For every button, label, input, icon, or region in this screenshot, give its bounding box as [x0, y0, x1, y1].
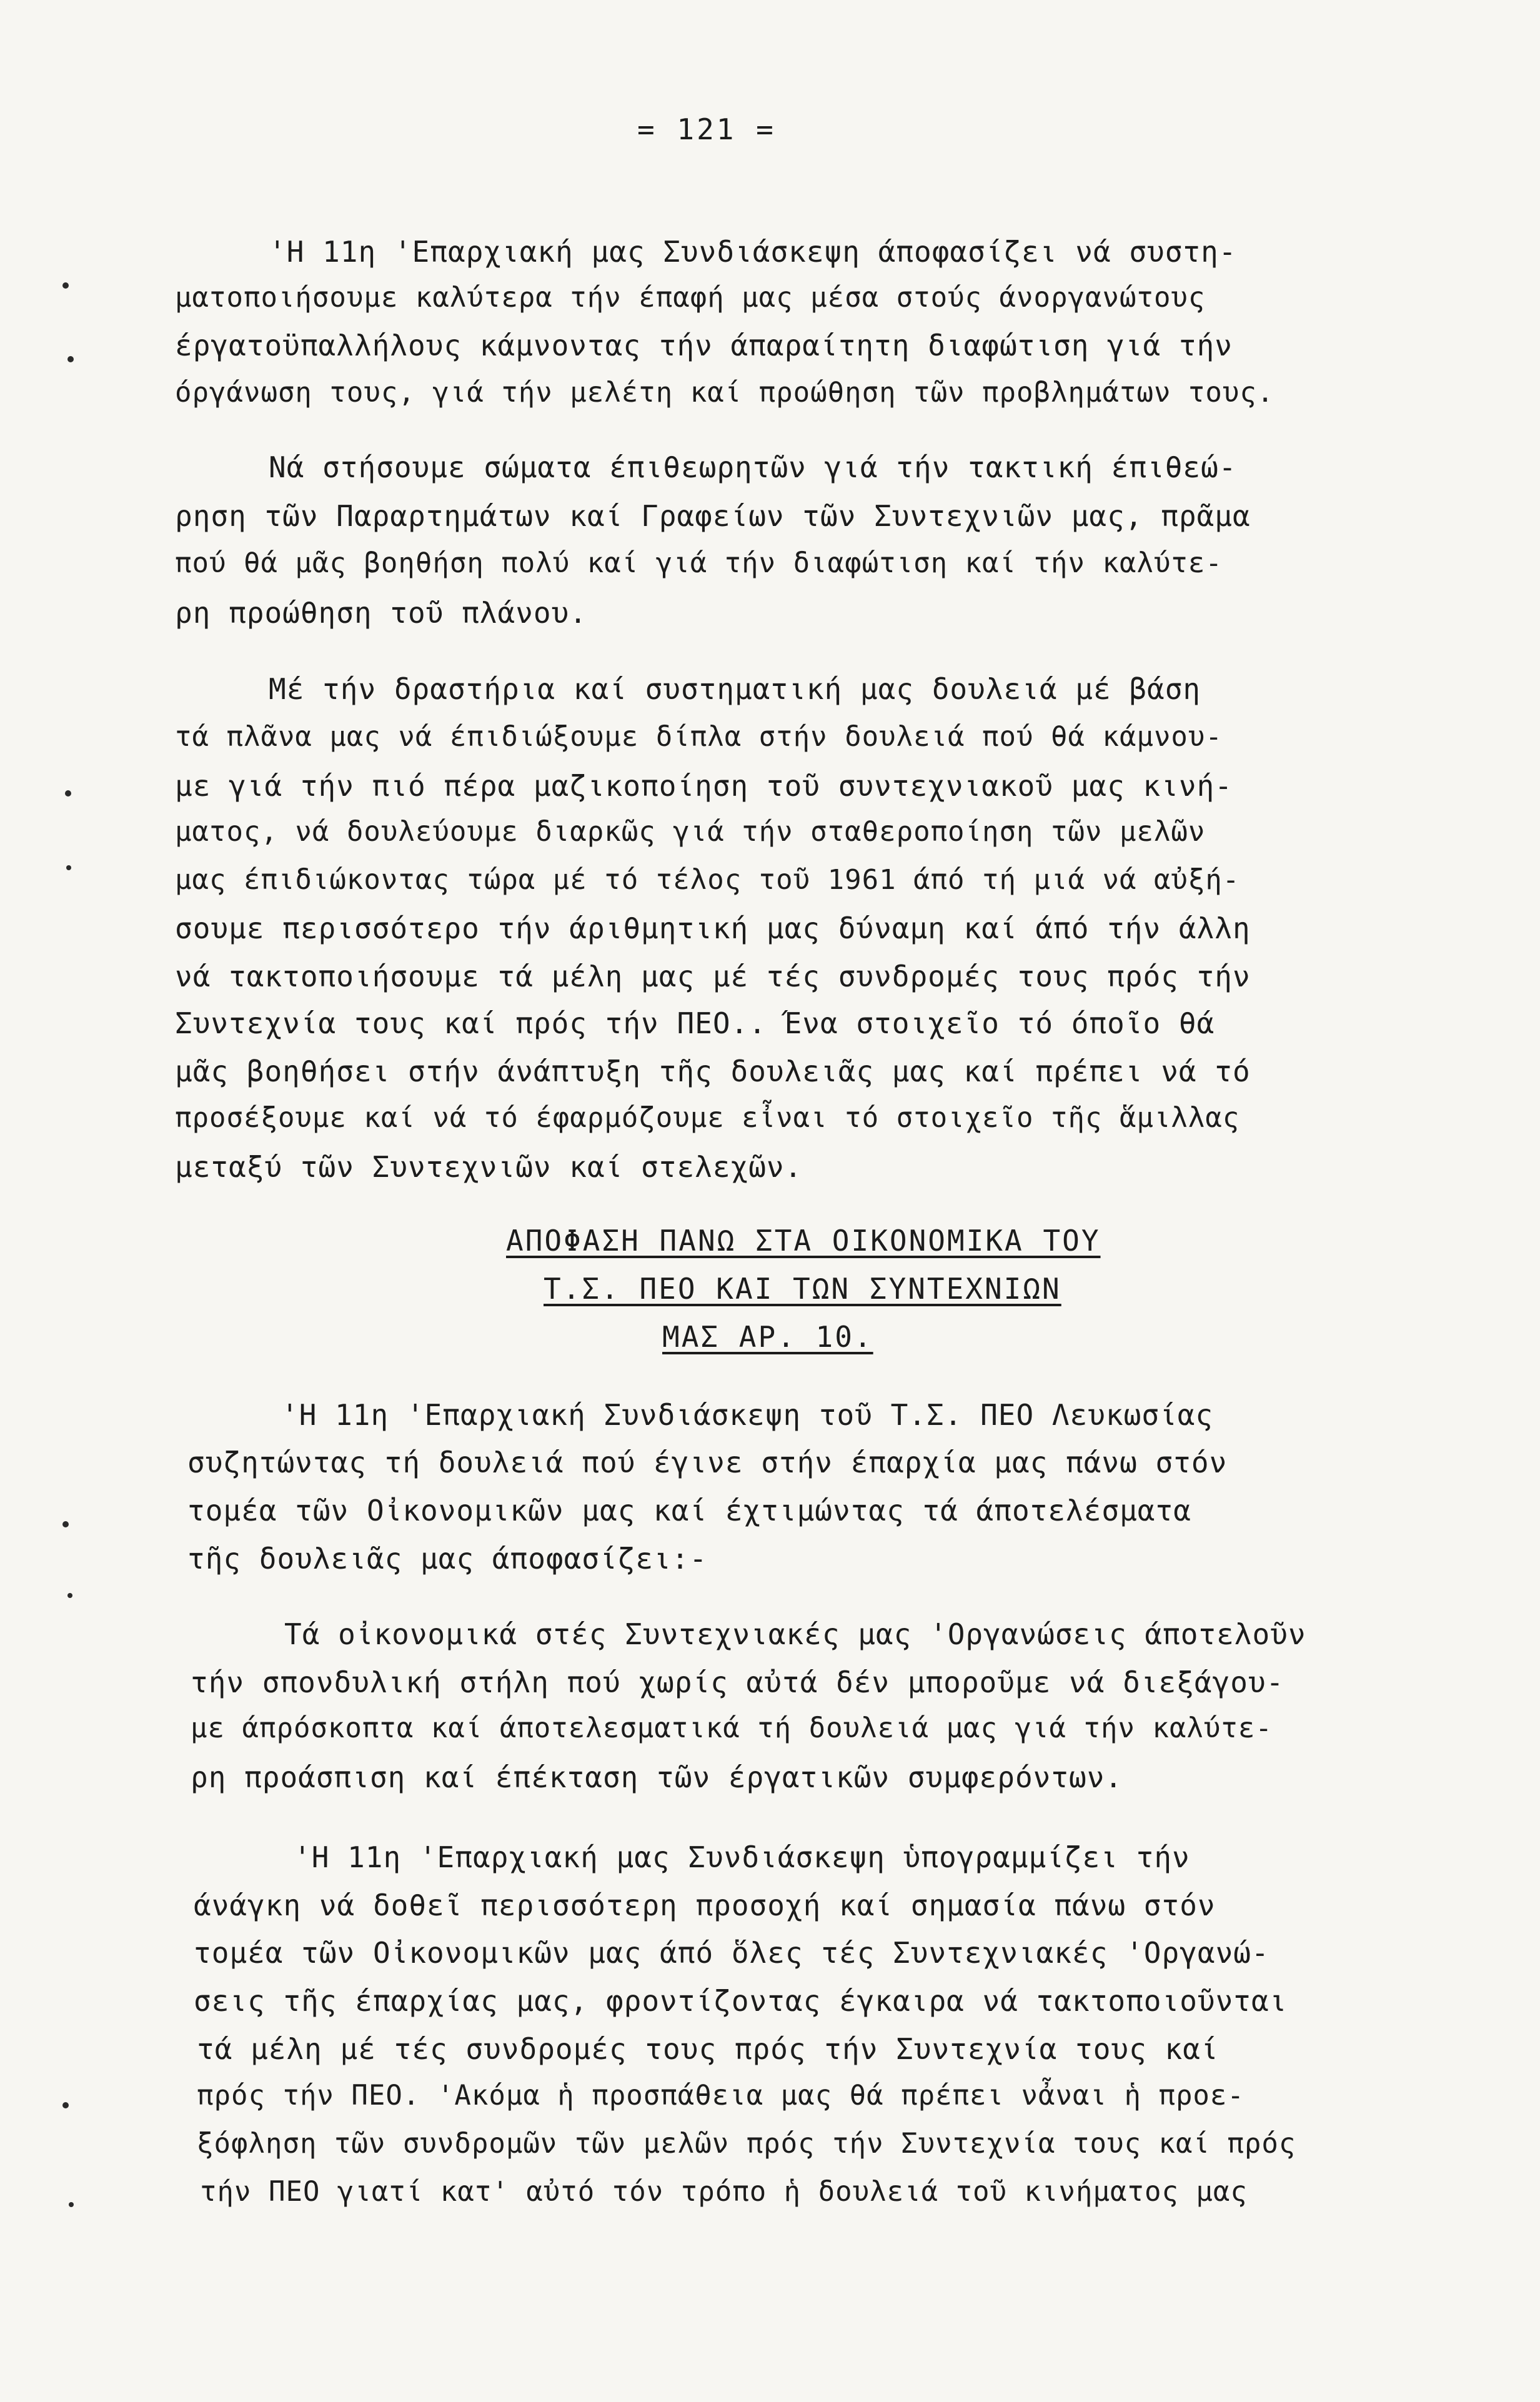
section-heading-line-3: ΜΑΣ ΑΡ. 10.	[662, 1320, 873, 1354]
p6-line-4: σεις τῆς έπαρχίας μας, φροντίζοντας έγκαιρα νά τακτοποιοῦνται	[194, 1984, 1288, 2018]
p2-line-4: ρη προώθηση τοῦ πλάνου.	[175, 596, 587, 630]
margin-speck	[69, 2202, 74, 2207]
p6-line-7: ξόφληση τῶν συνδρομῶν τῶν μελῶν πρός τήν Συντεχνία τους καί πρός	[197, 2128, 1296, 2160]
page-number: = 121 =	[637, 112, 776, 146]
p3-line-6: σουμε περισσότερο τήν άριθμητική μας δύναμη καί άπό τήν άλλη	[175, 911, 1251, 945]
p6-line-1: 'Η 11η 'Επαρχιακή μας Συνδιάσκεψη ὑπογραμμίζει τήν	[294, 1840, 1190, 1874]
p1-line-3: έργατοϋπαλλήλους κάμνοντας τήν άπαραίτητη διαφώτιση γιά τήν	[175, 329, 1233, 362]
p6-line-2: άνάγκη νά δοθεῖ περισσότερη προσοχή καί σημασία πάνω στόν	[194, 1888, 1216, 1922]
p3-line-8: Συντεχνία τους καί πρός τήν ΠΕΟ.. Ένα στοιχεῖο τό όποῖο θά	[175, 1006, 1215, 1040]
p1-line-2: ματοποιήσουμε καλύτερα τήν έπαφή μας μέσα στούς άνοργανώτους	[175, 282, 1206, 314]
p3-line-1: Μέ τήν δραστήρια καί συστηματική μας δουλειά μέ βάση	[269, 672, 1201, 706]
p3-line-5: μας έπιδιώκοντας τώρα μέ τό τέλος τοῦ 1961 άπό τή μιά νά αὐξή-	[175, 864, 1240, 896]
margin-speck	[62, 1521, 69, 1527]
p3-line-11: μεταξύ τῶν Συντεχνιῶν καί στελεχῶν.	[175, 1150, 803, 1184]
p3-line-9: μᾶς βοηθήσει στήν άνάπτυξη τῆς δουλειᾶς μας καί πρέπει νά τό	[175, 1055, 1251, 1088]
p3-line-10: προσέξουμε καί νά τό έφαρμόζουμε εἶναι τό στοιχεῖο τῆς ἅμιλλας	[175, 1102, 1240, 1134]
p4-line-1: 'Η 11η 'Επαρχιακή Συνδιάσκεψη τοῦ Τ.Σ. ΠΕΟ Λευκωσίας	[281, 1398, 1214, 1432]
p6-line-8: τήν ΠΕΟ γιατί κατ' αὐτό τόν τρόπο ἡ δουλειά τοῦ κινήματος μας	[200, 2176, 1248, 2208]
margin-speck	[66, 865, 71, 870]
p2-line-2: ρηση τῶν Παραρτημάτων καί Γραφείων τῶν Συντεχνιῶν μας, πρᾶμα	[175, 499, 1251, 533]
p5-line-3: με άπρόσκοπτα καί άποτελεσματικά τή δουλειά μας γιά τήν καλύτε-	[191, 1712, 1273, 1744]
p3-line-7: νά τακτοποιήσουμε τά μέλη μας μέ τές συνδρομές τους πρός τήν	[175, 960, 1251, 993]
margin-speck	[67, 1593, 72, 1598]
margin-speck	[67, 356, 74, 362]
p6-line-3: τομέα τῶν Οἰκονομικῶν μας άπό ὅλες τές Συντεχνιακές 'Οργανώ-	[194, 1936, 1269, 1970]
p4-line-4: τῆς δουλειᾶς μας άποφασίζει:-	[187, 1542, 708, 1576]
section-heading-line-1: ΑΠΟΦΑΣΗ ΠΑΝΩ ΣΤΑ ΟΙΚΟΝΟΜΙΚΑ ΤΟΥ	[506, 1224, 1101, 1258]
p2-line-3: πού θά μᾶς βοηθήση πολύ καί γιά τήν διαφώτιση καί τήν καλύτε-	[175, 547, 1223, 579]
p5-line-1: Τά οἰκονομικά στές Συντεχνιακές μας 'Οργανώσεις άποτελοῦν	[284, 1617, 1306, 1651]
margin-speck	[62, 2102, 69, 2108]
p5-line-4: ρη προάσπιση καί έπέκταση τῶν έργατικῶν συμφερόντων.	[191, 1760, 1123, 1794]
margin-speck	[62, 282, 69, 289]
p2-line-1: Νά στήσουμε σώματα έπιθεωρητῶν γιά τήν τακτική έπιθεώ-	[269, 450, 1237, 484]
p3-line-4: ματος, νά δουλεύουμε διαρκῶς γιά τήν σταθεροποίηση τῶν μελῶν	[175, 816, 1206, 848]
p6-line-5: τά μέλη μέ τές συνδρομές τους πρός τήν Συντεχνία τους καί	[197, 2032, 1219, 2066]
p4-line-2: συζητώντας τή δουλειά πού έγινε στήν έπαρχία μας πάνω στόν	[187, 1446, 1228, 1479]
p4-line-3: τομέα τῶν Οἰκονομικῶν μας καί έχτιμώντας τά άποτελέσματα	[187, 1494, 1191, 1527]
p3-line-3: με γιά τήν πιό πέρα μαζικοποίηση τοῦ συντεχνιακοῦ μας κινή-	[175, 769, 1233, 803]
p5-line-2: τήν σπονδυλική στήλη πού χωρίς αὐτά δέν μποροῦμε νά διεξάγου-	[191, 1665, 1284, 1699]
section-heading-line-2: Τ.Σ. ΠΕΟ ΚΑΙ ΤΩΝ ΣΥΝΤΕΧΝΙΩΝ	[544, 1272, 1061, 1306]
p1-line-4: όργάνωση τους, γιά τήν μελέτη καί προώθηση τῶν προβλημάτων τους.	[175, 377, 1274, 409]
p3-line-2: τά πλᾶνα μας νά έπιδιώξουμε δίπλα στήν δουλειά πού θά κάμνου-	[175, 721, 1223, 753]
p6-line-6: πρός τήν ΠΕΟ. 'Ακόμα ἡ προσπάθεια μας θά πρέπει νἆναι ἡ προε-	[197, 2080, 1244, 2112]
p1-line-1: 'Η 11η 'Επαρχιακή μας Συνδιάσκεψη άποφασίζει νά συστη-	[269, 235, 1237, 269]
margin-speck	[65, 790, 71, 797]
